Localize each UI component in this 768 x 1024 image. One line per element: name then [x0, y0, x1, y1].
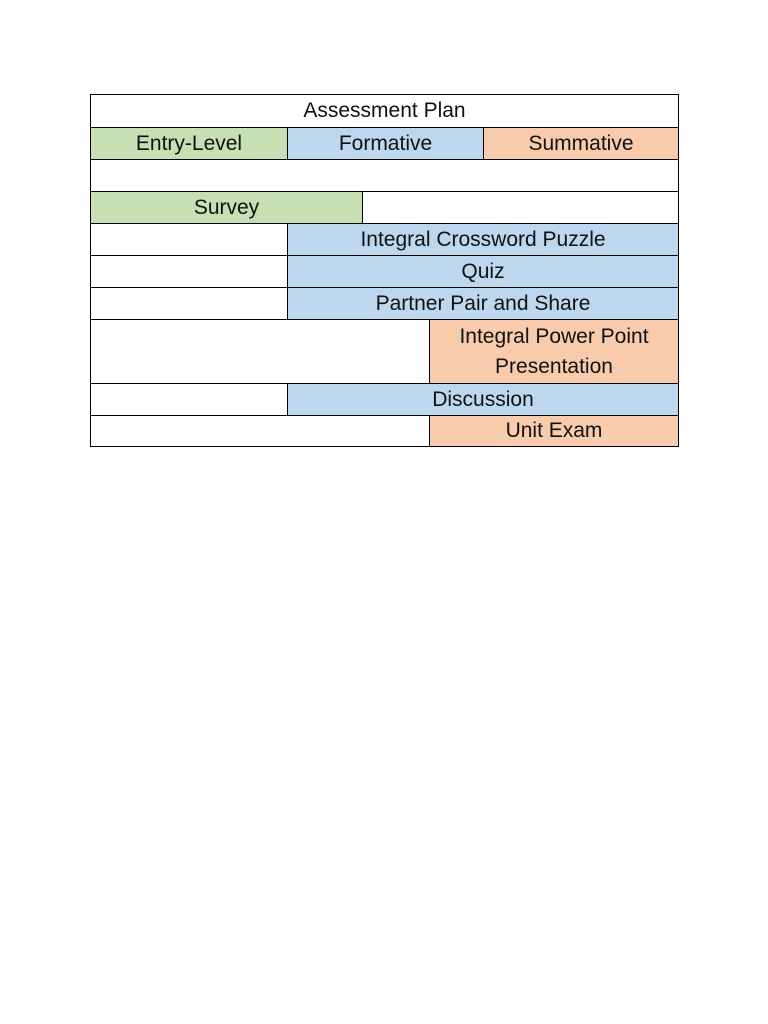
empty-cell — [91, 415, 429, 446]
empty-cell — [91, 255, 287, 287]
activity-discussion: Discussion — [287, 383, 678, 415]
empty-row — [91, 159, 678, 191]
category-header-formative: Formative — [287, 127, 483, 159]
activity-integral-crossword-puzzle: Integral Crossword Puzzle — [287, 223, 678, 255]
activity-integral-power-point-presentation: Integral Power Point Presentation — [429, 319, 678, 383]
activity-partner-pair-and-share: Partner Pair and Share — [287, 287, 678, 319]
category-header-summative: Summative — [483, 127, 678, 159]
activity-quiz: Quiz — [287, 255, 678, 287]
activity-survey: Survey — [91, 191, 362, 223]
empty-cell — [91, 287, 287, 319]
activity-unit-exam: Unit Exam — [429, 415, 678, 446]
table-title: Assessment Plan — [303, 99, 466, 122]
empty-cell — [362, 191, 678, 223]
assessment-plan-table — [90, 94, 679, 447]
empty-cell — [91, 319, 429, 383]
empty-cell — [91, 223, 287, 255]
empty-cell — [91, 383, 287, 415]
category-header-entry-level: Entry-Level — [91, 127, 287, 159]
